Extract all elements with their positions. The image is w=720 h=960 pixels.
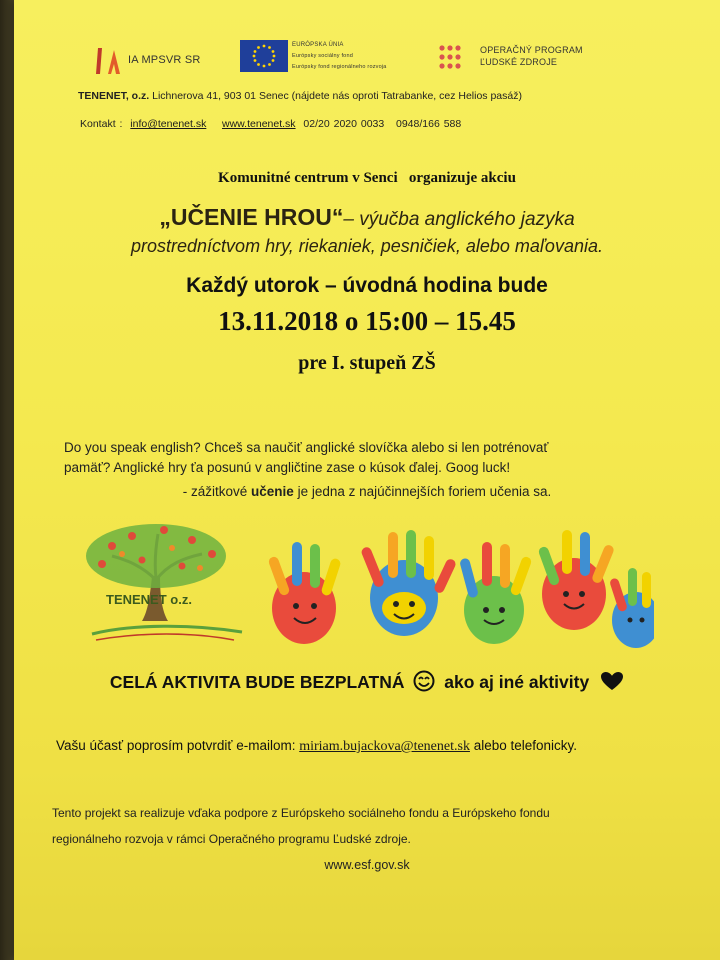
- footer-line-2: regionálneho rozvoja v rámci Operačného programu Ľudské zdroje.: [52, 832, 411, 846]
- eu-logo-title: EURÓPSKA ÚNIA: [292, 42, 344, 48]
- quote-part-a: - zážitkové: [182, 484, 252, 499]
- intro-quote: [14, 484, 720, 499]
- contact-line: [80, 118, 461, 130]
- heart-icon: [600, 671, 624, 696]
- painted-hands-icon: [264, 528, 654, 648]
- footer-line-1: Tento projekt sa realizuje vďaka podpore z Európskeho sociálneho fondu a Európskeho fondu: [52, 806, 550, 820]
- organizer: Komunitné centrum v Senci: [218, 170, 398, 186]
- contact-email-link[interactable]: info@tenenet.sk: [130, 118, 207, 130]
- event-title: „UČENIE HROU“: [159, 204, 344, 230]
- painted-hands-illustration: [264, 528, 654, 648]
- org-address: Lichnerova 41, 903 01 Senec (nájdete nás oproti Tatrabanke, cez Helios pasáž): [152, 90, 522, 102]
- op-logo-line1: OPERAČNÝ PROGRAM: [480, 45, 583, 55]
- tenenet-tree-logo: [72, 516, 252, 646]
- eu-flag-icon: [240, 40, 288, 72]
- eu-logo-line1: Európsky sociálny fond: [292, 53, 353, 59]
- organizer-line: [14, 170, 720, 187]
- eu-logo: [240, 40, 387, 77]
- intro-line-1: Do you speak english? Chceš sa naučiť anglické slovíčka alebo si len potrénovať: [64, 440, 549, 455]
- free-activity-line: [14, 670, 720, 697]
- ia-logo-label: IA MPSVR SR: [128, 54, 201, 66]
- page-edge-shadow: [0, 0, 14, 960]
- smiley-icon: [413, 670, 435, 697]
- ia-logo-icon: [90, 44, 124, 78]
- ia-mpsvr-logo: [90, 44, 201, 83]
- flyer-page: [14, 0, 720, 960]
- intro-line-2: pamäť? Anglické hry ťa posunú v angličtine zase o kúsok ďalej. Goog luck!: [64, 460, 511, 475]
- tenenet-logo-name: TENENET o.z.: [106, 592, 192, 607]
- quote-part-c: je jedna z najúčinnejších foriem učenia sa.: [293, 484, 552, 499]
- confirm-text-a: Vašu účasť poprosím potvrdiť e-mailom:: [56, 738, 300, 753]
- op-ludske-zdroje-logo: [438, 44, 583, 75]
- quote-part-b: učenie: [251, 484, 294, 499]
- event-schedule: Každý utorok – úvodná hodina bude: [186, 274, 548, 297]
- confirm-text-b: alebo telefonicky.: [469, 738, 578, 753]
- event-title-line: [14, 204, 720, 231]
- footer-paragraph: [52, 800, 702, 852]
- tree-icon: [72, 516, 252, 646]
- event-subtitle-a: – výučba anglického jazyka: [343, 209, 575, 230]
- op-logo-line2: ĽUDSKÉ ZDROJE: [480, 57, 558, 67]
- footer-website[interactable]: www.esf.gov.sk: [324, 858, 410, 872]
- contact-phone-1: 02/20 2020 0033: [303, 118, 385, 130]
- org-address-line: [78, 90, 522, 102]
- intro-paragraph: [64, 438, 664, 478]
- confirm-email-link[interactable]: miriam.bujackova@tenenet.sk: [299, 739, 470, 754]
- organizer-tail: organizuje akciu: [408, 170, 516, 186]
- free-text-b: ako aj iné aktivity: [444, 672, 590, 692]
- op-dots-icon: [438, 44, 468, 70]
- contact-website-link[interactable]: www.tenenet.sk: [222, 118, 296, 130]
- contact-phone-2: 0948/166 588: [396, 118, 462, 130]
- org-name: TENENET, o.z.: [78, 90, 150, 102]
- confirmation-line: [56, 738, 577, 755]
- contact-label: Kontakt :: [80, 118, 123, 130]
- event-subtitle-b: prostredníctvom hry, riekaniek, pesničiek, alebo maľovania.: [131, 236, 603, 256]
- event-audience: pre I. stupeň ZŠ: [298, 352, 436, 374]
- free-text-a: CELÁ AKTIVITA BUDE BEZPLATNÁ: [109, 672, 405, 692]
- eu-logo-line2: Európsky fond regionálneho rozvoja: [292, 64, 387, 70]
- event-datetime: 13.11.2018 o 15:00 – 15.45: [218, 306, 516, 336]
